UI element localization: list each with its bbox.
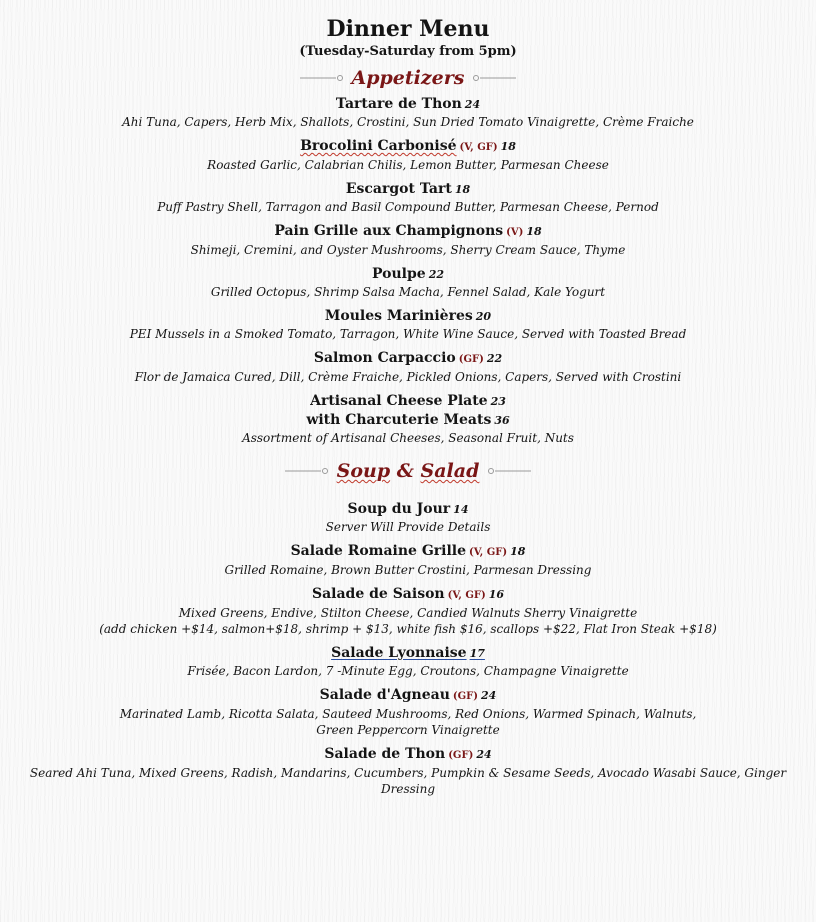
item-description-cont: Dressing [380, 782, 436, 796]
item-price: 22 [428, 268, 444, 281]
item-description: Shimeji, Cremini, and Oyster Mushrooms, Sherry Cream Sauce, Thyme [190, 243, 626, 257]
diet-tag: (V, GF) [459, 142, 498, 153]
item-description: Grilled Octopus, Shrimp Salsa Macha, Fennel Salad, Kale Yogurt [210, 285, 606, 299]
menu-item [0, 585, 816, 637]
menu-item [0, 392, 816, 446]
item-name: Salade Romaine Grille [290, 543, 467, 559]
item-price: 22 [486, 352, 503, 365]
item-description: Marinated Lamb, Ricotta Salata, Sauteed Mushrooms, Red Onions, Warmed Spinach, Walnuts, [119, 707, 697, 721]
item-description: Frisée, Bacon Lardon, 7 -Minute Egg, Croutons, Champagne Vinaigrette [187, 664, 629, 678]
item-add-ons: (add chicken +$14, salmon+$18, shrimp + $13, white fish $16, scallops +$22, Flat Iron Steak +$18) [99, 622, 717, 636]
section-title-part: Soup [336, 460, 391, 482]
item-description: Mixed Greens, Endive, Stilton Cheese, Candied Walnuts Sherry Vinaigrette [178, 606, 638, 620]
item-price: 24 [481, 689, 497, 702]
item-description: Flor de Jamaica Cured, Dill, Crème Fraiche, Pickled Onions, Capers, Served with Crostini [134, 370, 682, 384]
item-price: 18 [500, 140, 516, 153]
menu-item [0, 644, 816, 679]
item-description: Roasted Garlic, Calabrian Chilis, Lemon Butter, Parmesan Cheese [207, 158, 609, 172]
diet-tag: (V, GF) [447, 590, 486, 601]
section-title-soup-salad [337, 460, 480, 482]
left-flourish-icon [300, 74, 346, 82]
item-price: 14 [453, 503, 469, 516]
item-price: 16 [488, 588, 504, 601]
item-price: 20 [475, 310, 492, 323]
item-name: Salade de Thon [324, 746, 446, 762]
item-description: Grilled Romaine, Brown Butter Crostini, Parmesan Dressing [224, 563, 592, 577]
item-price: 24 [464, 98, 481, 111]
item-price-secondary: 36 [494, 414, 510, 427]
item-description: Ahi Tuna, Capers, Herb Mix, Shallots, Crostini, Sun Dried Tomato Vinaigrette, Crème Fraiche [122, 115, 694, 129]
item-price: 23 [490, 395, 506, 408]
diet-tag: (GF) [458, 354, 484, 365]
item-name: Pain Grille aux Champignons [274, 223, 504, 239]
item-name: Salade de Saison [311, 586, 445, 602]
item-description: Puff Pastry Shell, Tarragon and Basil Compound Butter, Parmesan Cheese, Pernod [157, 200, 659, 214]
item-name: Brocolini Carbonisé [300, 138, 457, 154]
item-description: Seared Ahi Tuna, Mixed Greens, Radish, Mandarins, Cucumbers, Pumpkin & Sesame Seeds, Avocado Wasabi Sauce, Ginger [29, 766, 787, 780]
page-title: Dinner Menu [326, 16, 490, 42]
item-name: Artisanal Cheese Plate [310, 393, 488, 409]
diet-tag: (V) [506, 227, 524, 238]
item-name: Poulpe [372, 266, 426, 282]
item-price: 18 [526, 225, 542, 238]
menu-item [0, 500, 816, 535]
item-price: 18 [510, 545, 526, 558]
section-title-ampersand: & [396, 460, 414, 482]
menu-item [0, 137, 816, 173]
diet-tag: (V, GF) [469, 547, 508, 558]
item-name: Salade Lyonnaise [331, 645, 467, 661]
menu-item [0, 265, 816, 300]
menu-hours: (Tuesday-Saturday from 5pm) [299, 44, 517, 59]
menu-item [0, 686, 816, 738]
left-flourish-icon [285, 467, 331, 475]
item-description: PEI Mussels in a Smoked Tomato, Tarragon, White Wine Sauce, Served with Toasted Bread [129, 327, 687, 341]
diet-tag: (GF) [448, 750, 474, 761]
item-name: Salmon Carpaccio [313, 350, 456, 366]
soup-salad-heading [0, 460, 816, 482]
item-price: 24 [476, 748, 492, 761]
item-name-secondary: with Charcuterie Meats [306, 412, 492, 428]
item-description: Server Will Provide Details [325, 520, 491, 534]
section-title-appetizers: Appetizers [351, 67, 465, 89]
menu-item [0, 542, 816, 578]
item-price: 18 [454, 183, 471, 196]
item-name: Salade d'Agneau [319, 687, 450, 703]
section-title-part: Salad [420, 460, 480, 482]
diet-tag: (GF) [452, 691, 478, 702]
item-name: Escargot Tart [345, 181, 452, 197]
menu-item [0, 95, 816, 130]
item-name: Tartare de Thon [335, 96, 462, 112]
item-price: 17 [469, 647, 485, 660]
appetizers-heading [0, 67, 816, 89]
menu-item [0, 180, 816, 215]
menu-item [0, 307, 816, 342]
item-description: Assortment of Artisanal Cheeses, Seasonal Fruit, Nuts [242, 431, 574, 445]
menu-item [0, 745, 816, 797]
item-name: Soup du Jour [347, 501, 451, 517]
item-description-cont: Green Peppercorn Vinaigrette [316, 723, 500, 737]
menu-item [0, 349, 816, 385]
right-flourish-icon [470, 74, 516, 82]
menu-item [0, 222, 816, 258]
item-name: Moules Marinières [324, 308, 473, 324]
right-flourish-icon [485, 467, 531, 475]
